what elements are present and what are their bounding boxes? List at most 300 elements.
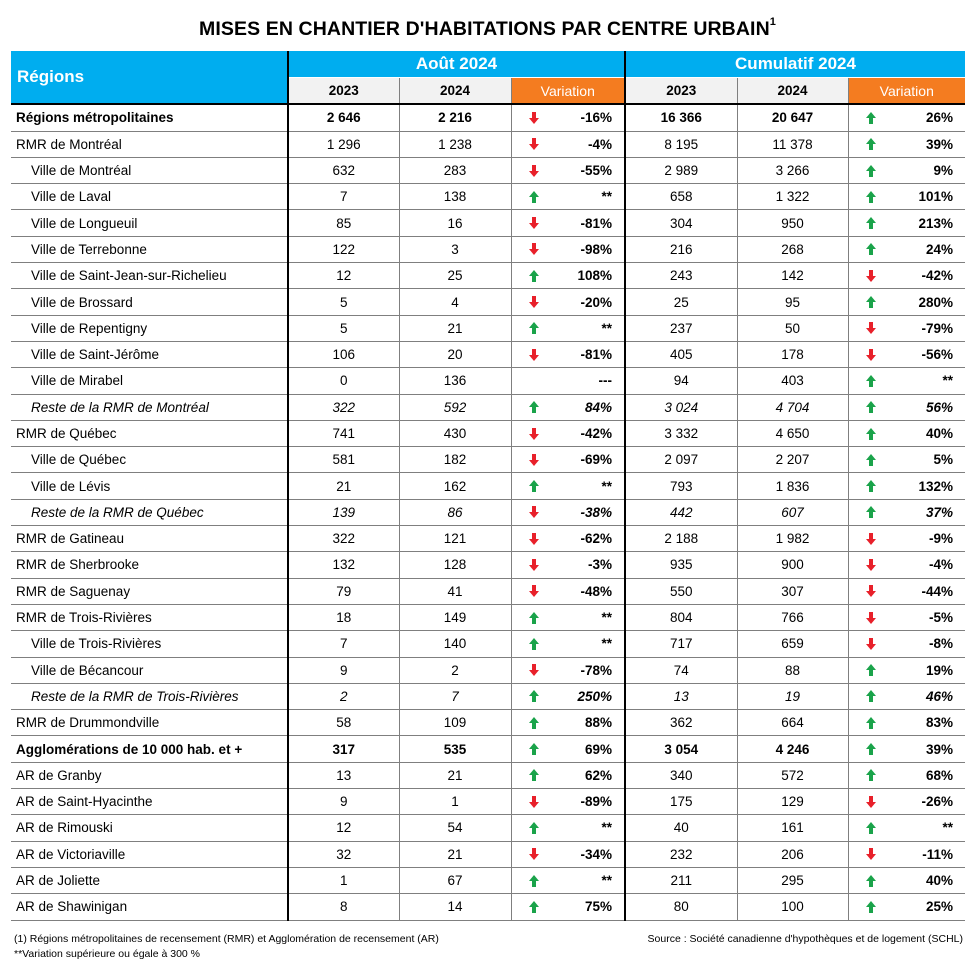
variation-value: -26%: [921, 794, 954, 810]
cumulative-2024-cell: 206: [737, 841, 848, 867]
region-name-cell: RMR de Drummondville: [11, 710, 288, 736]
arrow-down-icon: [528, 137, 540, 151]
august-2023-cell: 106: [288, 341, 399, 367]
arrow-down-icon: [865, 847, 877, 861]
cumulative-2023-cell: 80: [625, 894, 737, 920]
arrow-up-icon: [528, 479, 540, 493]
table-body: [11, 104, 965, 920]
august-2024-cell: 121: [399, 526, 511, 552]
arrow-down-icon: [528, 427, 540, 441]
august-variation-cell: [511, 552, 625, 578]
cumulative-2024-cell: 572: [737, 762, 848, 788]
variation-value: 132%: [918, 478, 954, 494]
variation-value: -5%: [929, 610, 954, 626]
arrow-down-icon: [528, 453, 540, 467]
cumulative-2023-cell: 2 188: [625, 526, 737, 552]
cumulative-2024-cell: 88: [737, 657, 848, 683]
august-2023-cell: 79: [288, 578, 399, 604]
arrow-up-icon: [865, 874, 877, 888]
august-variation-cell: [511, 157, 625, 183]
arrow-down-icon: [865, 795, 877, 809]
august-2024-cell: 54: [399, 815, 511, 841]
region-name-cell: RMR de Gatineau: [11, 526, 288, 552]
august-2024-cell: 592: [399, 394, 511, 420]
region-name-cell: Ville de Trois-Rivières: [11, 631, 288, 657]
variation-value: 108%: [577, 268, 612, 284]
cumulative-2023-cell: 232: [625, 841, 737, 867]
variation-value: ---: [598, 373, 612, 389]
cumulative-2024-cell: 129: [737, 789, 848, 815]
variation-value: -48%: [580, 583, 612, 599]
table-row: [11, 631, 965, 657]
cumulative-2024-cell: 295: [737, 867, 848, 893]
variation-value: -20%: [580, 294, 612, 310]
august-2023-cell: 18: [288, 604, 399, 630]
august-2023-cell: 122: [288, 236, 399, 262]
variation-value: 83%: [925, 715, 954, 731]
cumulative-variation-cell: [848, 578, 965, 604]
cumulative-variation-cell: [848, 867, 965, 893]
cumulative-2024-cell: 1 836: [737, 473, 848, 499]
region-name-cell: AR de Victoriaville: [11, 841, 288, 867]
variation-value: -38%: [580, 504, 612, 520]
arrow-up-icon: [865, 479, 877, 493]
title-footnote-marker: 1: [769, 15, 776, 28]
august-2024-cell: 182: [399, 447, 511, 473]
august-variation-cell: [511, 473, 625, 499]
table-row: [11, 131, 965, 157]
august-2023-cell: 0: [288, 368, 399, 394]
cumulative-2023-cell: 804: [625, 604, 737, 630]
august-2023-cell: 12: [288, 815, 399, 841]
table-row: [11, 867, 965, 893]
cumulative-2024-cell: 142: [737, 263, 848, 289]
cumulative-variation-cell: [848, 368, 965, 394]
cumulative-variation-cell: [848, 683, 965, 709]
august-2024-cell: 21: [399, 762, 511, 788]
arrow-up-icon: [528, 742, 540, 756]
table-row: [11, 210, 965, 236]
arrow-up-icon: [528, 190, 540, 204]
august-2023-cell: 12: [288, 263, 399, 289]
table-row: [11, 289, 965, 315]
cumulative-2024-cell: 607: [737, 499, 848, 525]
arrow-up-icon: [528, 611, 540, 625]
august-2024-cell: 136: [399, 368, 511, 394]
table-row: [11, 236, 965, 262]
august-variation-cell: [511, 447, 625, 473]
region-name-cell: Ville de Québec: [11, 447, 288, 473]
august-variation-cell: [511, 789, 625, 815]
august-2024-cell: 109: [399, 710, 511, 736]
august-variation-cell: [511, 815, 625, 841]
variation-value: 69%: [584, 741, 612, 757]
cumulative-variation-cell: [848, 657, 965, 683]
variation-value: **: [601, 189, 612, 205]
arrow-up-icon: [528, 269, 540, 283]
cumulative-variation-cell: [848, 710, 965, 736]
august-2024-cell: 535: [399, 736, 511, 762]
cumulative-variation-cell: [848, 420, 965, 446]
variation-value: -78%: [580, 662, 612, 678]
august-2024-cell: 41: [399, 578, 511, 604]
august-2023-cell: 1: [288, 867, 399, 893]
variation-value: -42%: [580, 426, 612, 441]
region-name-cell: Ville de Mirabel: [11, 368, 288, 394]
cumulative-2023-cell: 3 332: [625, 420, 737, 446]
region-name-cell: Ville de Montréal: [11, 157, 288, 183]
cumulative-2023-cell: 40: [625, 815, 737, 841]
table-row: [11, 394, 965, 420]
table-row: [11, 841, 965, 867]
variation-value: 75%: [584, 899, 612, 915]
august-2024-header: Août 2024: [288, 51, 625, 78]
cumulative-2024-cell: 50: [737, 315, 848, 341]
august-2024-cell: 283: [399, 157, 511, 183]
cumulative-2024-cell: 11 378: [737, 131, 848, 157]
august-2024-cell: 25: [399, 263, 511, 289]
august-variation-cell: [511, 263, 625, 289]
august-variation-cell: [511, 341, 625, 367]
variation-value: -98%: [580, 241, 612, 257]
cumulative-2024-cell: 20 647: [737, 104, 848, 131]
table-row: [11, 499, 965, 525]
variation-value: -79%: [921, 320, 954, 336]
august-variation-cell: [511, 604, 625, 630]
table-row: [11, 736, 965, 762]
variation-value: **: [601, 320, 612, 336]
cumulative-2023-cell: 25: [625, 289, 737, 315]
variation-value: 37%: [925, 504, 954, 520]
arrow-up-icon: [528, 637, 540, 651]
cumulative-2023-cell: 211: [625, 867, 737, 893]
august-variation-cell: [511, 131, 625, 157]
august-2023-cell: 7: [288, 184, 399, 210]
arrow-down-icon: [528, 111, 540, 125]
variation-value: 62%: [584, 767, 612, 783]
variation-value: **: [601, 820, 612, 836]
variation-value: 213%: [918, 215, 954, 231]
region-name-cell: RMR de Sherbrooke: [11, 552, 288, 578]
cumulative-variation-cell: [848, 604, 965, 630]
cumulative-variation-cell: [848, 236, 965, 262]
august-variation-cell: [511, 736, 625, 762]
region-name-cell: Agglomérations de 10 000 hab. et +: [11, 736, 288, 762]
variation-value: 40%: [925, 873, 954, 889]
variation-value: -44%: [921, 583, 954, 599]
arrow-down-icon: [528, 348, 540, 362]
region-name-cell: Ville de Saint-Jérôme: [11, 341, 288, 367]
august-variation-cell: [511, 289, 625, 315]
cumulative-2023-cell: 3 054: [625, 736, 737, 762]
variation-value: 39%: [925, 741, 954, 757]
variation-value: -4%: [587, 136, 612, 152]
cumulative-variation-cell: [848, 341, 965, 367]
august-2024-cell: 1: [399, 789, 511, 815]
cumulative-2023-cell: 550: [625, 578, 737, 604]
cumulative-2024-cell: 95: [737, 289, 848, 315]
cumulative-2023-cell: 717: [625, 631, 737, 657]
august-2024-cell: 1 238: [399, 131, 511, 157]
table-row: [11, 420, 965, 446]
arrow-up-icon: [865, 400, 877, 414]
variation-value: **: [601, 873, 612, 889]
cumulative-variation-cell: [848, 263, 965, 289]
table-row: [11, 368, 965, 394]
cumulative-variation-cell: [848, 157, 965, 183]
cumulative-2024-cell: 3 266: [737, 157, 848, 183]
title-text: MISES EN CHANTIER D'HABITATIONS PAR CENTRE URBAIN: [199, 18, 770, 40]
arrow-up-icon: [865, 689, 877, 703]
variation-value: 40%: [925, 426, 954, 441]
august-2024-cell: 2 216: [399, 104, 511, 131]
region-name-cell: Ville de Bécancour: [11, 657, 288, 683]
cumulative-2024-cell: 178: [737, 341, 848, 367]
arrow-up-icon: [865, 453, 877, 467]
arrow-up-icon: [528, 821, 540, 835]
cumulative-variation-cell: [848, 315, 965, 341]
august-2024-cell: 140: [399, 631, 511, 657]
august-2023-cell: 5: [288, 289, 399, 315]
arrow-up-icon: [865, 742, 877, 756]
cumulative-2023-cell: 16 366: [625, 104, 737, 131]
august-variation-cell: [511, 526, 625, 552]
arrow-down-icon: [865, 637, 877, 651]
cumulative-2023-cell: 2 097: [625, 447, 737, 473]
housing-starts-table: [11, 51, 965, 921]
arrow-down-icon: [528, 663, 540, 677]
variation-value: -8%: [929, 636, 954, 652]
region-name-cell: AR de Shawinigan: [11, 894, 288, 920]
table-row: [11, 263, 965, 289]
table-row: [11, 447, 965, 473]
region-name-cell: Ville de Laval: [11, 184, 288, 210]
region-name-cell: Ville de Longueuil: [11, 210, 288, 236]
cumulative-2023-cell: 935: [625, 552, 737, 578]
table-row: [11, 315, 965, 341]
footnote-2: **Variation supérieure ou égale à 300 %: [14, 948, 201, 960]
cumulative-2023-cell: 2 989: [625, 157, 737, 183]
cumulative-2024-cell: 4 650: [737, 420, 848, 446]
cumulative-variation-cell: [848, 526, 965, 552]
region-name-cell: Régions métropolitaines: [11, 104, 288, 131]
arrow-down-icon: [528, 847, 540, 861]
arrow-up-icon: [528, 321, 540, 335]
arrow-down-icon: [865, 558, 877, 572]
variation-value: 56%: [925, 399, 954, 415]
variation-value: 84%: [584, 399, 612, 415]
table-row: [11, 104, 965, 131]
august-variation-cell: [511, 184, 625, 210]
august-variation-cell: [511, 762, 625, 788]
august-variation-cell: [511, 236, 625, 262]
arrow-down-icon: [528, 532, 540, 546]
august-2023-cell: 2 646: [288, 104, 399, 131]
arrow-up-icon: [865, 821, 877, 835]
august-2023-cell: 21: [288, 473, 399, 499]
cumulative-variation-cell: [848, 104, 965, 131]
august-2023-cell: 581: [288, 447, 399, 473]
variation-value: 25%: [925, 899, 954, 915]
variation-value: -62%: [580, 531, 612, 547]
august-2023-cell: 85: [288, 210, 399, 236]
arrow-up-icon: [528, 400, 540, 414]
cumulative-variation-cell: [848, 447, 965, 473]
arrow-down-icon: [865, 321, 877, 335]
august-2024-cell: 162: [399, 473, 511, 499]
cumulative-variation-cell: [848, 631, 965, 657]
arrow-up-icon: [528, 900, 540, 914]
regions-header: Régions: [11, 51, 288, 104]
cumulative-variation-cell: [848, 184, 965, 210]
variation-value: 101%: [918, 189, 954, 205]
variation-value: -56%: [921, 347, 954, 363]
arrow-up-icon: [865, 164, 877, 178]
cumulative-2023-cell: 243: [625, 263, 737, 289]
variation-value: -34%: [580, 846, 612, 862]
variation-value: 68%: [925, 767, 954, 783]
cumulative-2023-cell: 442: [625, 499, 737, 525]
cumulative-2023-cell: 175: [625, 789, 737, 815]
region-name-cell: AR de Granby: [11, 762, 288, 788]
august-2023-cell: 9: [288, 789, 399, 815]
cumulative-col-2023: 2023: [625, 78, 737, 105]
table-row: [11, 341, 965, 367]
august-variation-cell: [511, 368, 625, 394]
variation-value: -11%: [922, 846, 954, 862]
cumulative-2023-cell: 8 195: [625, 131, 737, 157]
cumulative-variation-cell: [848, 736, 965, 762]
arrow-up-icon: [528, 874, 540, 888]
variation-value: 5%: [933, 452, 954, 468]
table-row: [11, 604, 965, 630]
variation-value: 39%: [925, 136, 954, 152]
variation-value: **: [601, 478, 612, 494]
august-variation-cell: [511, 683, 625, 709]
arrow-down-icon: [528, 795, 540, 809]
variation-value: -42%: [921, 268, 954, 284]
variation-value: **: [601, 610, 612, 626]
variation-value: 88%: [584, 715, 612, 731]
arrow-up-icon: [528, 768, 540, 782]
arrow-down-icon: [528, 505, 540, 519]
table-row: [11, 184, 965, 210]
august-2023-cell: 58: [288, 710, 399, 736]
august-2023-cell: 8: [288, 894, 399, 920]
august-2023-cell: 322: [288, 394, 399, 420]
cumulative-variation-cell: [848, 841, 965, 867]
cumulative-variation-cell: [848, 894, 965, 920]
arrow-down-icon: [528, 295, 540, 309]
variation-value: 250%: [577, 688, 612, 704]
august-2024-cell: 21: [399, 315, 511, 341]
cumulative-variation-cell: [848, 499, 965, 525]
cumulative-2024-cell: 659: [737, 631, 848, 657]
arrow-down-icon: [865, 584, 877, 598]
table-row: [11, 157, 965, 183]
arrow-up-icon: [865, 216, 877, 230]
august-variation-cell: [511, 394, 625, 420]
august-variation-cell: [511, 894, 625, 920]
arrow-up-icon: [865, 505, 877, 519]
august-2023-cell: 5: [288, 315, 399, 341]
region-name-cell: Ville de Saint-Jean-sur-Richelieu: [11, 263, 288, 289]
variation-value: -3%: [587, 557, 612, 573]
region-name-cell: RMR de Montréal: [11, 131, 288, 157]
cumulative-2023-cell: 793: [625, 473, 737, 499]
table-row: [11, 894, 965, 920]
region-name-cell: Ville de Repentigny: [11, 315, 288, 341]
august-variation-cell: [511, 104, 625, 131]
arrow-up-icon: [865, 190, 877, 204]
august-variation-cell: [511, 710, 625, 736]
cumulative-2024-cell: 766: [737, 604, 848, 630]
arrow-up-icon: [865, 427, 877, 441]
cumulative-2024-cell: 1 982: [737, 526, 848, 552]
variation-value: 19%: [925, 662, 954, 678]
arrow-down-icon: [865, 348, 877, 362]
august-2023-cell: 7: [288, 631, 399, 657]
cumulative-variation-cell: [848, 394, 965, 420]
arrow-down-icon: [528, 164, 540, 178]
august-2023-cell: 139: [288, 499, 399, 525]
august-2024-cell: 20: [399, 341, 511, 367]
arrow-down-icon: [865, 269, 877, 283]
cumulative-col-2024: 2024: [737, 78, 848, 105]
region-name-cell: AR de Joliette: [11, 867, 288, 893]
august-2023-cell: 1 296: [288, 131, 399, 157]
table-row: [11, 552, 965, 578]
table-row: [11, 578, 965, 604]
arrow-up-icon: [865, 900, 877, 914]
table-row: [11, 815, 965, 841]
variation-value: -81%: [580, 347, 612, 363]
region-name-cell: RMR de Saguenay: [11, 578, 288, 604]
arrow-up-icon: [528, 689, 540, 703]
cumulative-2024-cell: 403: [737, 368, 848, 394]
region-name-cell: RMR de Trois-Rivières: [11, 604, 288, 630]
arrow-up-icon: [865, 716, 877, 730]
august-2024-cell: 7: [399, 683, 511, 709]
august-2024-cell: 430: [399, 420, 511, 446]
august-variation-cell: [511, 578, 625, 604]
cumulative-2024-cell: 664: [737, 710, 848, 736]
cumulative-variation-cell: [848, 289, 965, 315]
region-name-cell: Ville de Terrebonne: [11, 236, 288, 262]
footnote-1: (1) Régions métropolitaines de recensement (RMR) et Agglomération de recensement (AR): [14, 933, 439, 945]
arrow-up-icon: [865, 374, 877, 388]
august-variation-cell: [511, 210, 625, 236]
august-2024-cell: 86: [399, 499, 511, 525]
cumulative-2023-cell: 74: [625, 657, 737, 683]
region-name-cell: RMR de Québec: [11, 420, 288, 446]
cumulative-2023-cell: 237: [625, 315, 737, 341]
cumulative-2024-cell: 307: [737, 578, 848, 604]
august-2024-cell: 4: [399, 289, 511, 315]
variation-value: 280%: [918, 294, 954, 310]
august-variation-cell: [511, 499, 625, 525]
arrow-down-icon: [528, 558, 540, 572]
variation-value: -9%: [929, 531, 954, 547]
arrow-down-icon: [865, 611, 877, 625]
cumulative-2024-cell: 2 207: [737, 447, 848, 473]
august-2023-cell: 9: [288, 657, 399, 683]
cumulative-2024-cell: 4 246: [737, 736, 848, 762]
august-2024-cell: 16: [399, 210, 511, 236]
table-row: [11, 526, 965, 552]
arrow-up-icon: [865, 111, 877, 125]
august-variation-cell: [511, 420, 625, 446]
